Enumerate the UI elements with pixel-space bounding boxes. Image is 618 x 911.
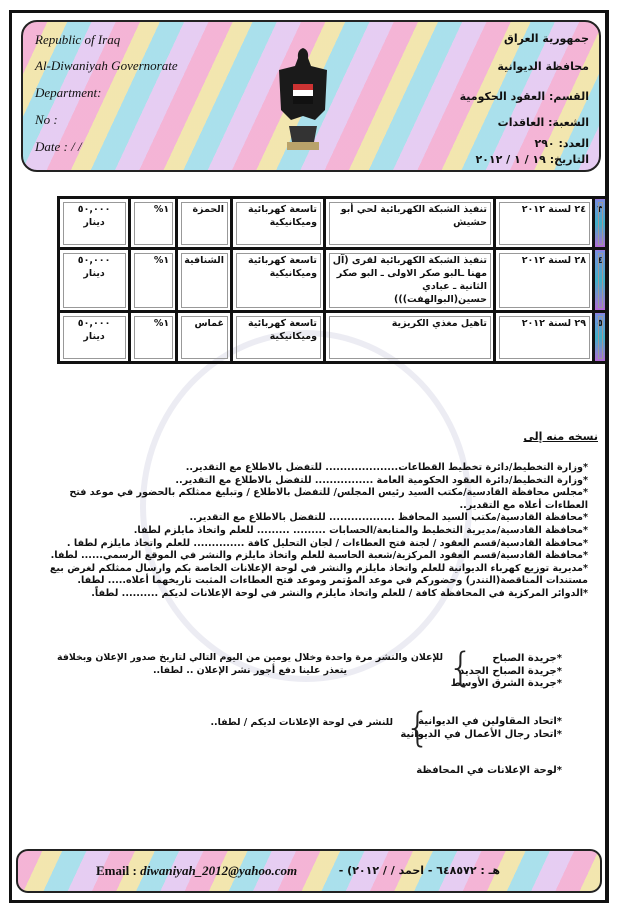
ar-section: الشعبة: العاقدات xyxy=(497,116,589,129)
ar-number: العدد: ٢٩٠ xyxy=(534,137,589,150)
contractor-grade: تاسعة كهربائية وميكانيكية xyxy=(232,312,325,363)
contractor-grade: تاسعة كهربائية وميكانيكية xyxy=(232,249,325,312)
en-country: Republic of Iraq xyxy=(35,32,121,47)
note-line: للإعلان والنشر مرة واحدة وخلال يومين من اليوم التالي لتاريخ صدور الإعلان وبخلافة xyxy=(57,652,443,663)
tender-description: تنفيذ الشبكة الكهربائية لحي أبو حشيش xyxy=(325,198,495,249)
copies-heading: نسخه منه إلى xyxy=(523,430,598,443)
email-line xyxy=(96,863,297,879)
list-item: *محافظة القادسية/قسم العقود المركزية/شعبة الحاسبة للعلم واتخاذ مايلزم والنشر في الموقع الرسمي...... لطفا. xyxy=(50,550,588,562)
announcement-board: *لوحة الإعلانات في المحافظة xyxy=(416,765,562,776)
ar-department: القسم: العقود الحكومية xyxy=(459,90,589,103)
row-number: ٣ xyxy=(594,198,607,249)
unions-note: للنشر في لوحة الإعلانات لديكم / لطفا.. xyxy=(210,717,393,728)
brace-icon: { xyxy=(405,705,431,751)
document-price: ٥٠,٠٠٠ دينار xyxy=(59,198,130,249)
list-item: *وزارة التخطيط/دائرة تخطيط القطاعات.................... للتفضل بالاطلاع مع التقدير.. xyxy=(185,462,588,473)
letterhead xyxy=(21,20,601,172)
percentage: ١% xyxy=(130,249,177,312)
tenders-table xyxy=(57,196,608,364)
row-number: ٥ xyxy=(594,312,607,363)
location: الحمزة xyxy=(177,198,232,249)
list-item: *اتحاد رجال الأعمال في الديوانية xyxy=(400,728,562,740)
en-governorate: Al-Diwaniyah Governorate xyxy=(35,58,178,73)
tender-ref: ٢٩ لسنة ٢٠١٢ xyxy=(495,312,594,363)
list-item: *جريدة الشرق الأوسط xyxy=(450,678,562,689)
tender-description: تنفيذ الشبكة الكهربائية لقرى (آل مهنا ـالبو صكر الاولى ـ البو صكر الثانية ـ عبادي حسين(البوالهفت))) xyxy=(325,249,495,312)
table-row xyxy=(59,249,607,312)
contractor-grade: تاسعة كهربائية وميكانيكية xyxy=(232,198,325,249)
list-item: *جريدة الصباح xyxy=(492,653,562,664)
footer-bar xyxy=(16,849,602,893)
ar-country: جمهورية العراق xyxy=(504,32,589,45)
tender-ref: ٢٤ لسنة ٢٠١٢ xyxy=(495,198,594,249)
ar-date: التاريخ: ١٩ / ١ / ٢٠١٢ xyxy=(475,153,589,166)
ar-governorate: محافظة الديوانية xyxy=(497,60,589,73)
en-number: No : xyxy=(35,112,58,127)
percentage: ١% xyxy=(130,198,177,249)
percentage: ١% xyxy=(130,312,177,363)
tender-ref: ٢٨ لسنة ٢٠١٢ xyxy=(495,249,594,312)
newspapers-note xyxy=(57,651,443,677)
iraq-eagle-emblem-icon xyxy=(273,44,333,156)
location: الشنافية xyxy=(177,249,232,312)
location: غماس xyxy=(177,312,232,363)
note-line: يتعذر علينا دفع أجور نشر الإعلان .. لطفا.. xyxy=(152,665,348,676)
tender-description: تاهيل مغذي الكريزية xyxy=(325,312,495,363)
list-item: *مديرية توزيع كهرباء الديوانية للعلم واتخاذ مايلزم والنشر في لوحة الإعلانات الخاصة بكم وارسال ممثلكم لغرض بيع مستندات المناقصة(التندر) وحضوركم في موعد المؤتمر وموعد فتح العطاءات المثبت تاريخهما أعلاه..... لطفا. xyxy=(49,562,588,587)
phone-line: هـ : ٦٤٨٥٧٢ - احمد / / ٢٠١٢) - xyxy=(338,864,500,877)
list-item: *جريدة الصباح الجديد xyxy=(459,665,562,677)
list-item: *اتحاد المقاولين في الديوانية xyxy=(418,716,562,727)
list-item: *محافظة القادسية/مديرية التخطيط والمتابعة/الحسابات ......... ......... للعلم واتخاذ مايلزم لطفا. xyxy=(133,524,588,536)
brace-icon: { xyxy=(448,645,474,691)
list-item: *وزارة التخطيط/دائرة العقود الحكومية العامة ................ للتفضل بالاطلاع مع التقدير.. xyxy=(175,474,588,486)
en-department: Department: xyxy=(35,85,102,100)
distribution-list xyxy=(28,462,588,601)
table-row xyxy=(59,312,607,363)
document-price: ٥٠,٠٠٠ دينار xyxy=(59,249,130,312)
email-label: Email : xyxy=(96,863,137,878)
en-date: Date : / / xyxy=(35,139,82,154)
email-address[interactable]: diwaniyah_2012@yahoo.com xyxy=(140,863,298,878)
list-item: *محافظة القادسية/قسم العقود / لجنة فتح العطاءات / لجان التحليل كافة .............. للعلم واتخاذ مايلزم لطفا . xyxy=(66,537,588,549)
list-item: *مجلس محافظة القادسية/مكتب السيد رئيس المجلس/ للتفضل بالاطلاع / وتبليغ ممثلكم بالحضور في موعد فتح العطاءات أعلاه مع التقدير.. xyxy=(69,487,588,511)
table-row xyxy=(59,198,607,249)
document-price: ٥٠,٠٠٠ دينار xyxy=(59,312,130,363)
list-item: *الدوائر المركزية في المحافظة كافة / للعلم واتخاذ مايلزم والنشر في لوحة الإعلانات لديكم .......... لطفاً. xyxy=(91,587,588,599)
row-number: ٤ xyxy=(594,249,607,312)
list-item: *محافظة القادسية/مكتب السيد المحافظ .................. للتفضل بالاطلاع مع التقدير.. xyxy=(189,512,588,524)
